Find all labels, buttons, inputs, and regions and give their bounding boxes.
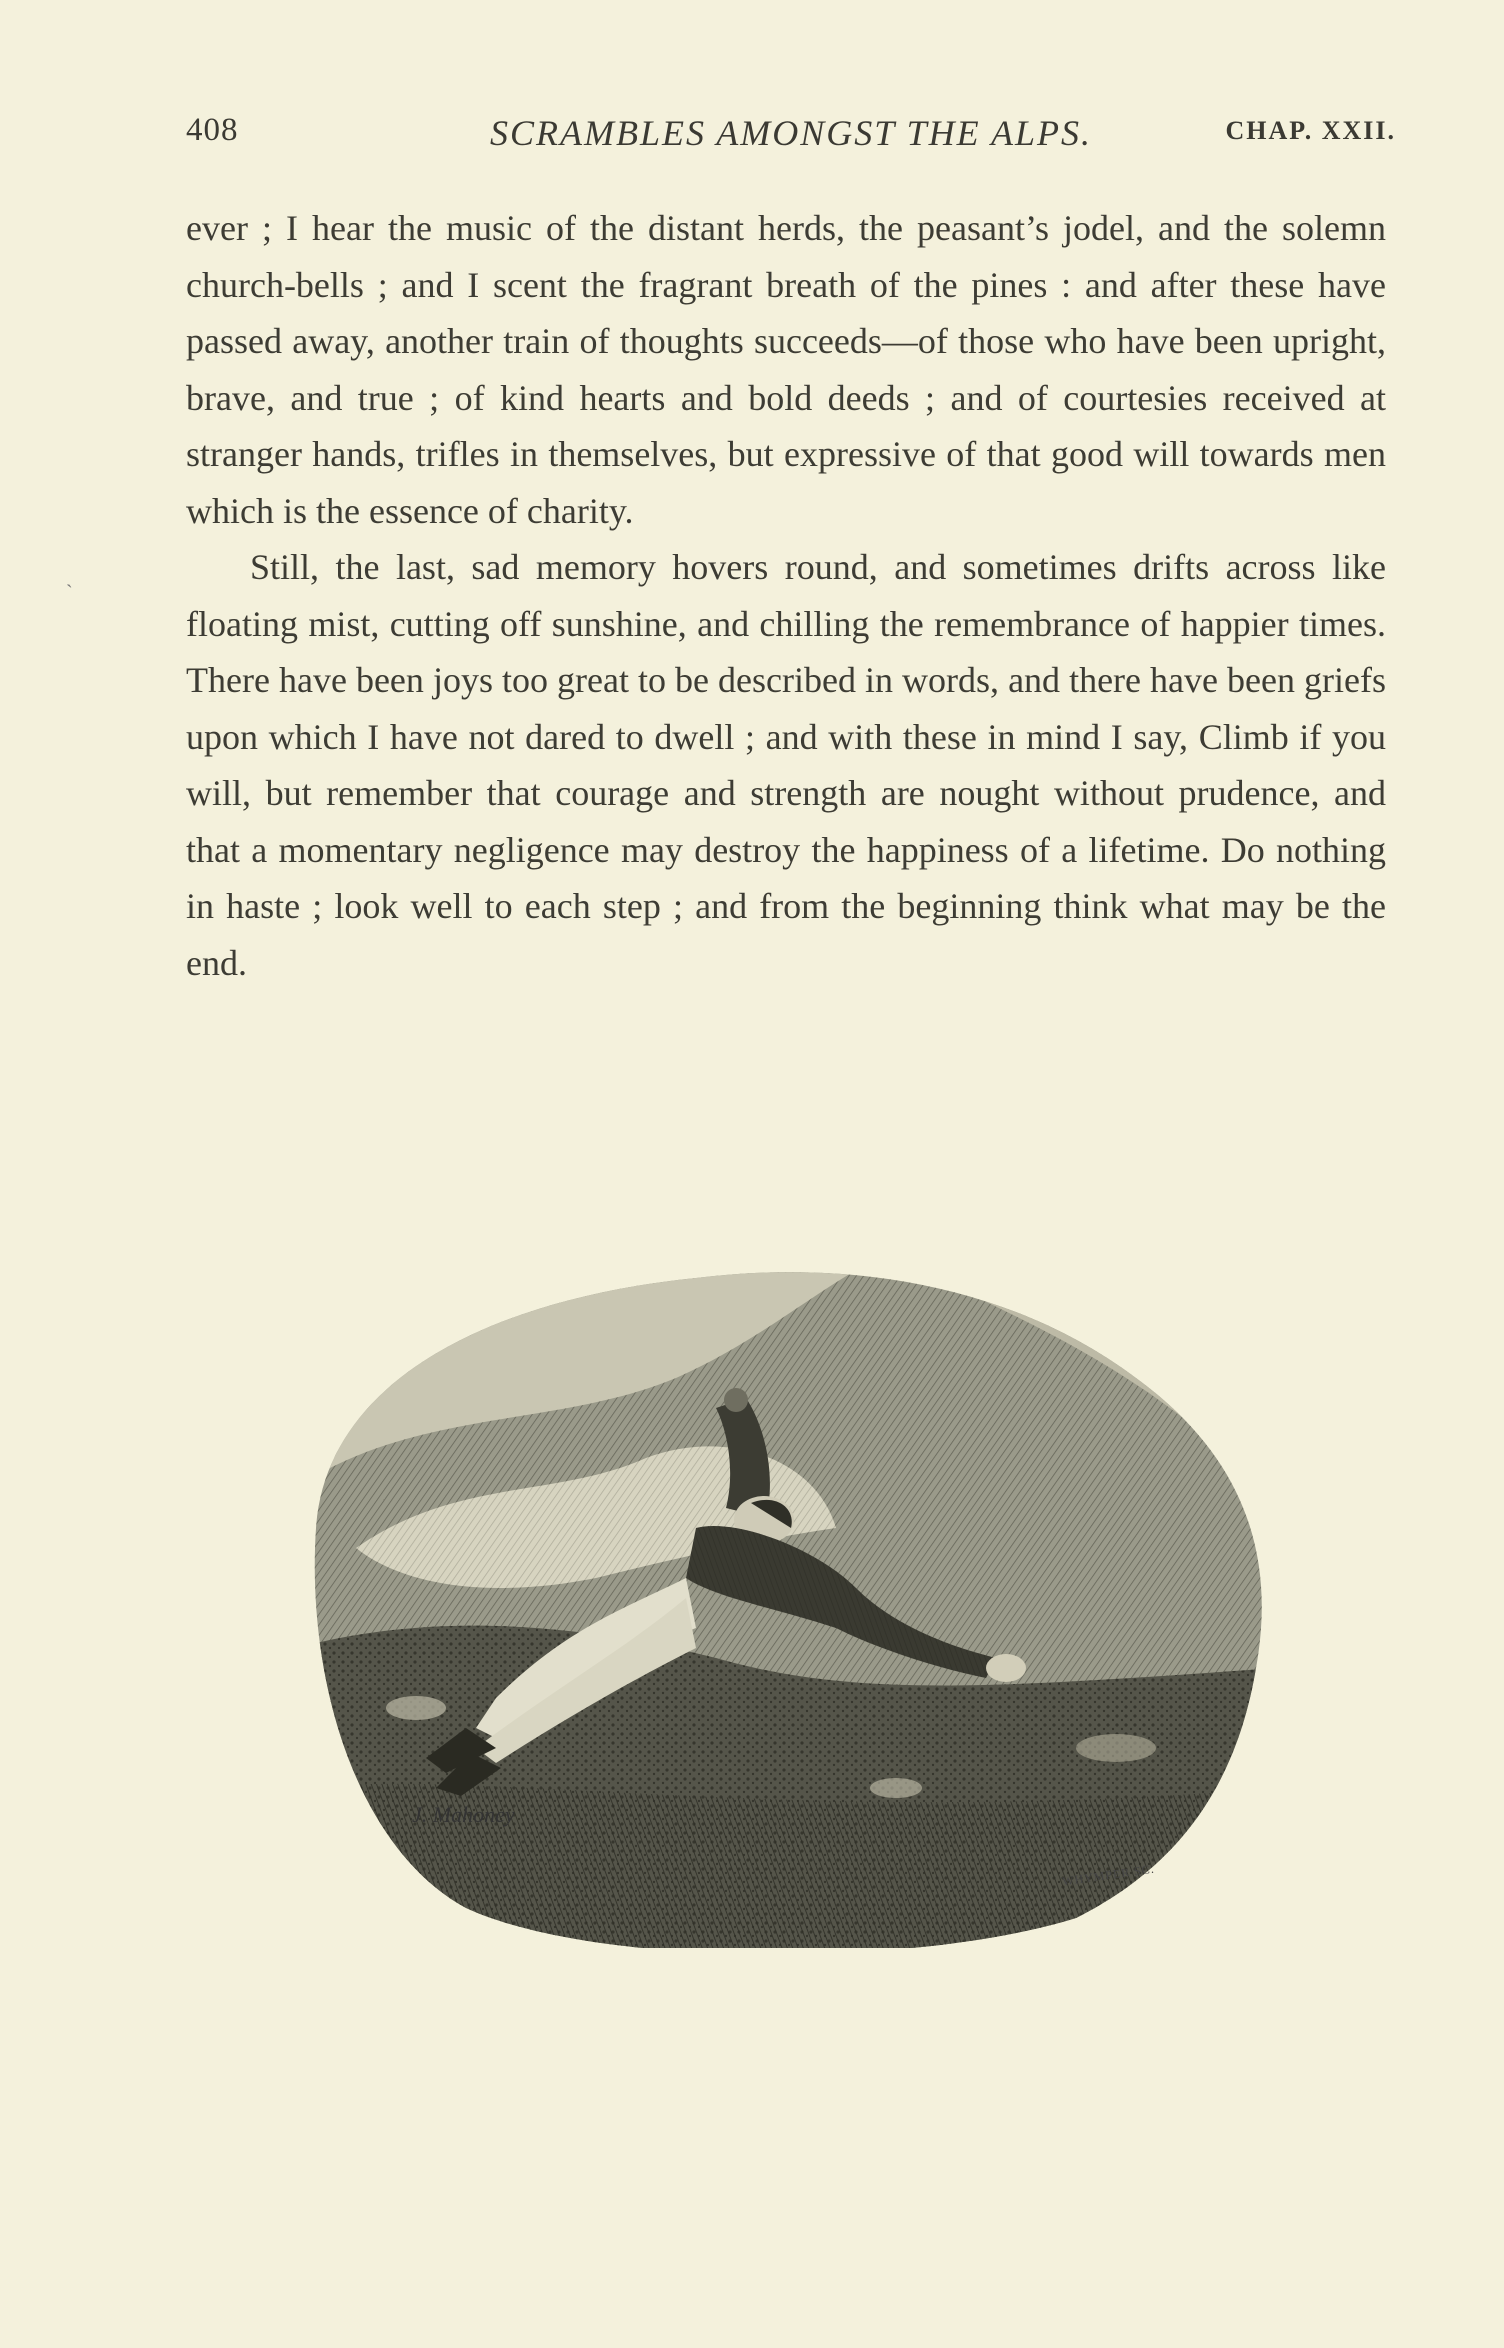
engraving-image (296, 1228, 1276, 1948)
paragraph-2: Still, the last, sad memory hovers round, and sometimes drifts across like floating mist, cutting off sunshine, and chilling the remembrance of happier times. There have been joys too great to be described in words, and there have been griefs upon which I have not dared to dwell ; and with these in mind I say, Climb if you will, but remember that courage and strength are nought without prudence, and that a momentary negligence may destroy the happiness of a lifetime. Do nothing in haste ; look well to each step ; and from the beginning think what may be the end. (186, 547, 1386, 983)
paragraph-1: ever ; I hear the music of the distant herds, the peasant’s jodel, and the solemn church-bells ; and I scent the fragrant breath of the pines : and after these have passed away, another train of thoughts succeeds—of those who have been upright, brave, and true ; of kind hearts and bold deeds ; and of courtesies received at stranger hands, trifles in themselves, but expressive of that good will towards men which is the essence of charity. (186, 208, 1386, 531)
chapter-label: CHAP. XXII. (1225, 116, 1396, 145)
page-number: 408 (186, 112, 239, 148)
engraver-credit: WHYMPER SC. (1061, 1861, 1156, 1889)
artist-signature: J. Mahoney (412, 1802, 515, 1827)
body-text (186, 200, 1386, 991)
running-title: SCRAMBLES AMONGST THE ALPS. (489, 113, 1093, 153)
engraving-illustration (296, 1228, 1276, 2348)
page-header (186, 112, 1396, 162)
margin-mark: ˎ (66, 566, 73, 588)
